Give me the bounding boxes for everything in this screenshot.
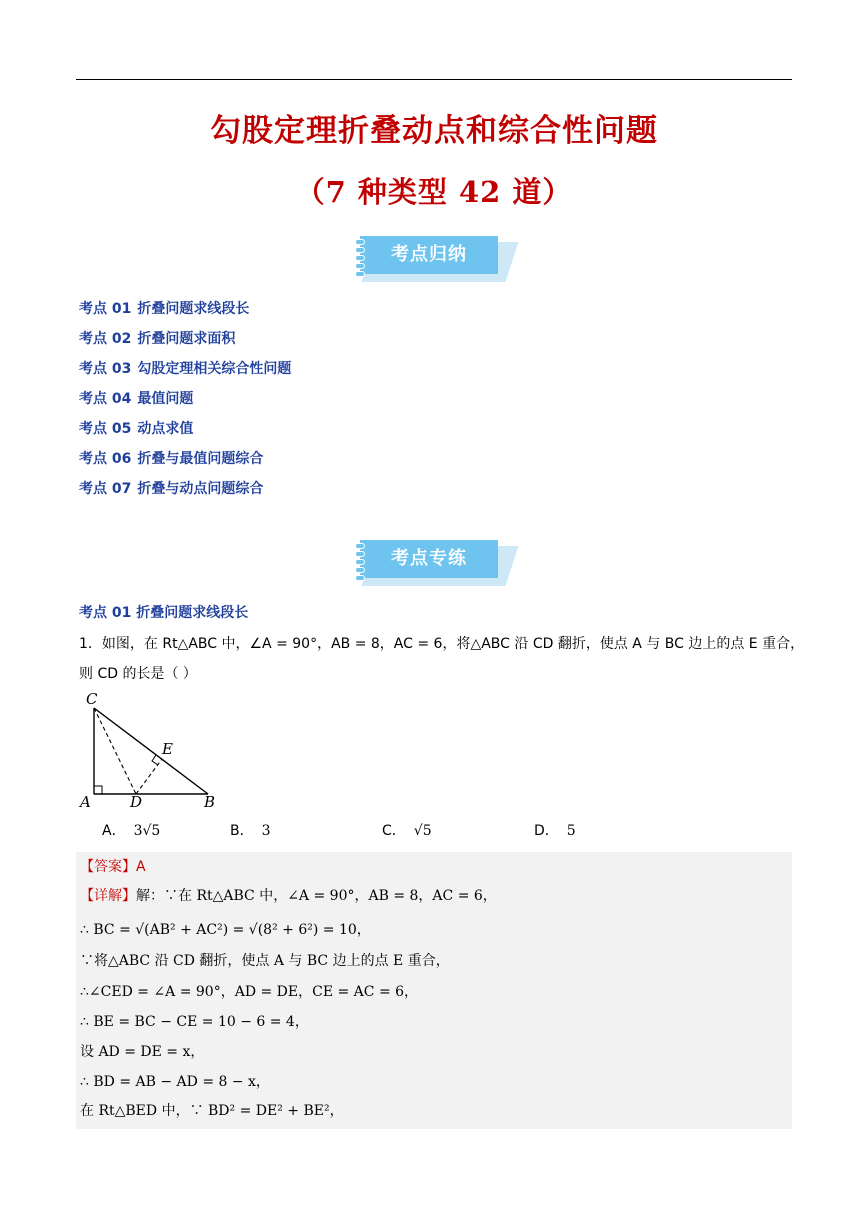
solution-line-2: ∴ BC = √(AB² + AC²) = √(8² + 6²) = 10，: [80, 922, 371, 938]
right-angle-a-icon: [94, 786, 102, 794]
choice-d-text: 5: [566, 823, 576, 839]
choice-c-text: √5: [413, 823, 432, 839]
choice-c-letter: C．: [382, 823, 406, 839]
segment-de: [136, 759, 162, 794]
topic-code: 考点 05: [79, 421, 132, 437]
detail-tag: 【详解】: [80, 888, 136, 904]
label-e: E: [162, 740, 173, 758]
choice-a-text: 3√5: [133, 823, 161, 839]
solution-line-3: ∵将△ABC 沿 CD 翻折，使点 A 与 BC 边上的点 E 重合，: [80, 953, 450, 969]
banner-summary: [360, 236, 512, 280]
topic-code: 考点 03: [79, 361, 132, 377]
topic-label: 折叠问题求面积: [137, 331, 236, 347]
label-c: C: [86, 690, 98, 708]
solution-line-7: ∴ BD = AB − AD = 8 − x，: [80, 1074, 270, 1090]
solution-text-1: 解：∵在 Rt△ABC 中，∠A = 90°，AB = 8，AC = 6，: [136, 888, 497, 904]
topic-item[interactable]: [79, 478, 291, 508]
topic-code: 考点 04: [79, 391, 132, 407]
topic-item[interactable]: [79, 298, 291, 328]
banner-practice: [360, 540, 512, 584]
section-heading: 考点 01 折叠问题求线段长: [79, 605, 249, 621]
side-bc: [94, 708, 208, 794]
choice-b-text: 3: [261, 823, 271, 839]
solution-line-5: ∴ BE = BC − CE = 10 − 6 = 4，: [80, 1014, 309, 1030]
choice-b[interactable]: [230, 820, 271, 840]
topic-list: [79, 298, 291, 508]
banner-practice-label: 考点专练: [391, 548, 467, 569]
right-angle-e-icon: [152, 755, 158, 765]
topic-label: 折叠与最值问题综合: [137, 451, 264, 467]
topic-label: 最值问题: [137, 391, 194, 407]
choice-d[interactable]: [534, 820, 576, 840]
page-subtitle: （7 种类型 42 道）: [295, 175, 573, 209]
topic-item[interactable]: [79, 388, 291, 418]
question-text-line1: 1．如图，在 Rt△ABC 中，∠A = 90°，AB = 8，AC = 6，将△ABC 沿 CD 翻折，使点 A 与 BC 边上的点 E 重合，: [79, 636, 805, 652]
question-text-line2: 则 CD 的长是（ ）: [79, 666, 197, 682]
label-b: B: [204, 793, 216, 811]
topic-label: 折叠问题求线段长: [137, 301, 250, 317]
topic-item[interactable]: [79, 358, 291, 388]
topic-code: 考点 07: [79, 481, 132, 497]
label-a: A: [80, 793, 91, 811]
choice-a-letter: A．: [102, 823, 126, 839]
topic-item[interactable]: [79, 418, 291, 448]
topic-label: 动点求值: [137, 421, 194, 437]
choice-b-letter: B．: [230, 823, 254, 839]
solution-line-6: 设 AD = DE = x，: [80, 1044, 205, 1060]
choice-c[interactable]: [382, 820, 432, 840]
topic-item[interactable]: [79, 448, 291, 478]
solution-line-8: 在 Rt△BED 中，∵ BD² = DE² + BE²，: [80, 1103, 344, 1119]
fold-line-cd: [94, 708, 136, 794]
label-d: D: [130, 793, 143, 811]
banner-summary-label: 考点归纳: [391, 244, 467, 265]
top-rule: [76, 79, 792, 80]
topic-code: 考点 06: [79, 451, 132, 467]
page-title: 勾股定理折叠动点和综合性问题: [210, 113, 658, 149]
topic-label: 折叠与动点问题综合: [137, 481, 264, 497]
choice-d-letter: D．: [534, 823, 559, 839]
topic-code: 考点 01: [79, 301, 132, 317]
solution-line-1: [80, 885, 497, 905]
topic-code: 考点 02: [79, 331, 132, 347]
answer-tag: 【答案】A: [80, 859, 146, 875]
topic-item[interactable]: [79, 328, 291, 358]
answer-choices: [0, 820, 868, 842]
solution-panel: [76, 852, 792, 1129]
triangle-figure: [78, 688, 228, 813]
solution-line-4: ∴∠CED = ∠A = 90°，AD = DE，CE = AC = 6，: [80, 984, 419, 1000]
topic-label: 勾股定理相关综合性问题: [137, 361, 292, 377]
choice-a[interactable]: [102, 820, 160, 840]
